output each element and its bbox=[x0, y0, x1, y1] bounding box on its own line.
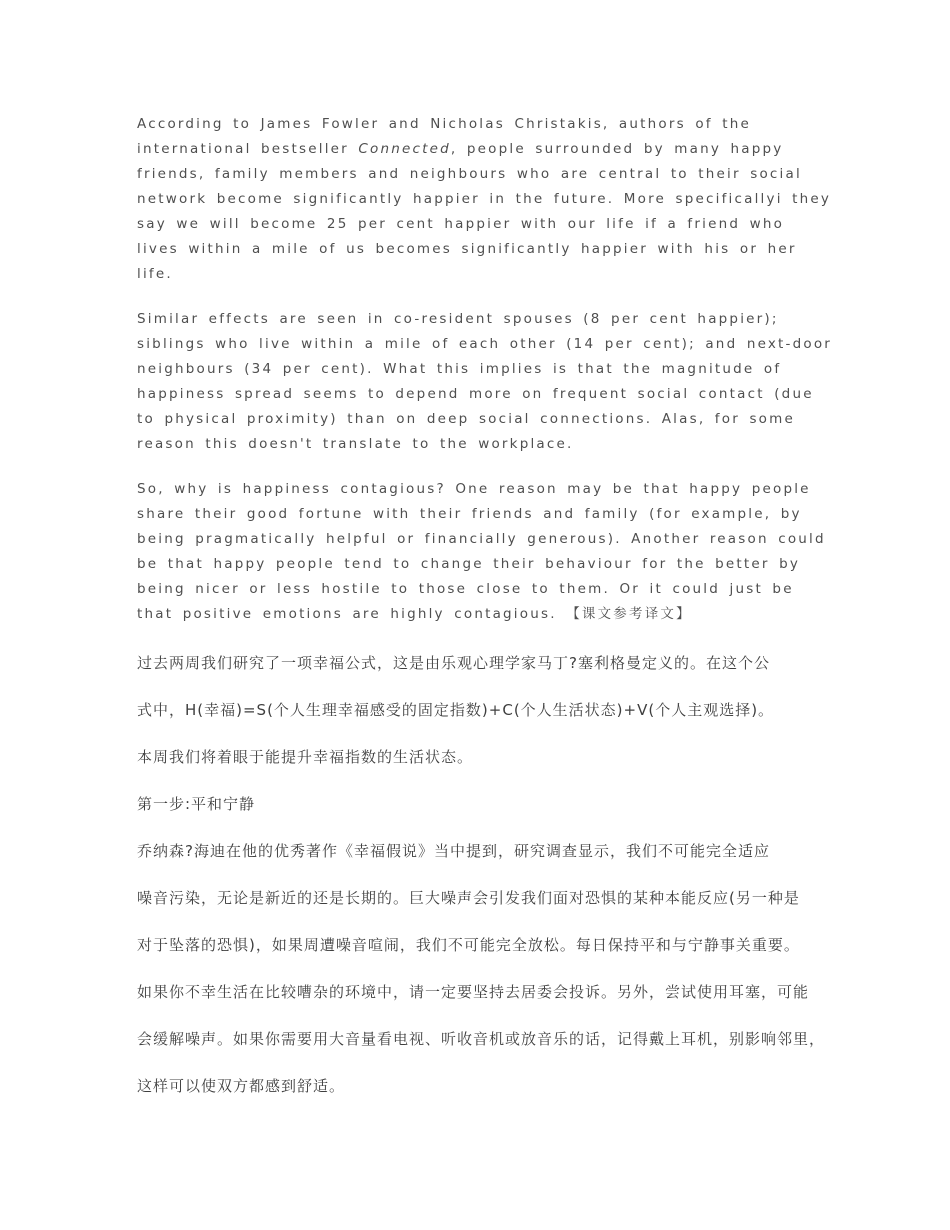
paragraph-chinese-6: 噪音污染，无论是新近的还是长期的。巨大噪声会引发我们面对恐惧的某种本能反应(另一种是 bbox=[137, 889, 800, 907]
paragraph-english-3: So, why is happiness contagious? One reason may be that happy people share their good fortune with their friends and family (for example, by being pragmatically helpful or financially generous). Another reason could be that happy people tend to change their behaviour for the better by being nicer or less hostile to those close to them. Or it could just be that positive emotions are highly contagious. 【课文参考译文】 bbox=[137, 481, 826, 622]
paragraph-chinese-10: 这样可以使双方都感到舒适。 bbox=[137, 1077, 346, 1095]
paragraph-chinese-1: 过去两周我们研究了一项幸福公式，这是由乐观心理学家马丁?塞利格曼定义的。在这个公 bbox=[137, 654, 770, 672]
paragraph-chinese-9: 会缓解噪声。如果你需要用大音量看电视、听收音机或放音乐的话，记得戴上耳机，别影响邻里， bbox=[137, 1030, 826, 1048]
paragraph-chinese-5: 乔纳森?海迪在他的优秀著作《幸福假说》当中提到，研究调查显示，我们不可能完全适应 bbox=[137, 842, 770, 860]
book-title-italic: Connected bbox=[358, 141, 451, 157]
paragraph-english-2: Similar effects are seen in co-resident spouses (8 per cent happier); siblings who live within a mile of each other (14 per cent); and next-door neighbours (34 per cent). What this implies is that the magnitude of happiness spread seems to depend more on frequent social contact (due to physical proximity) than on deep social connections. Alas, for some reason this doesn't translate to the workplace. bbox=[137, 311, 833, 452]
paragraph-chinese-3: 本周我们将着眼于能提升幸福指数的生活状态。 bbox=[137, 748, 474, 766]
paragraph-chinese-7: 对于坠落的恐惧)，如果周遭噪音喧闹，我们不可能完全放松。每日保持平和与宁静事关重要。 bbox=[137, 936, 800, 954]
paragraph-text: According to James Fowler and Nicholas Christakis, authors of the international bestseller bbox=[137, 116, 751, 157]
chinese-translation-section bbox=[137, 649, 835, 1100]
paragraph-english-1 bbox=[137, 112, 835, 287]
english-text-section bbox=[137, 112, 835, 627]
paragraph-chinese-2: 式中，H(幸福)=S(个人生理幸福感受的固定指数)+C(个人生活状态)+V(个人主观选择)。 bbox=[137, 701, 775, 719]
paragraph-chinese-8: 如果你不幸生活在比较嘈杂的环境中，请一定要坚持去居委会投诉。另外，尝试使用耳塞，可能 bbox=[137, 983, 810, 1001]
paragraph-text: , people surrounded by many happy friends, family members and neighbours who are central to their social network become significantly happier in the future. More specificallyi they say we will become 25 per cent happier with our life if a friend who lives within a mile of us becomes significantly happier with his or her life. bbox=[137, 141, 832, 282]
paragraph-chinese-step-heading: 第一步:平和宁静 bbox=[137, 795, 256, 813]
